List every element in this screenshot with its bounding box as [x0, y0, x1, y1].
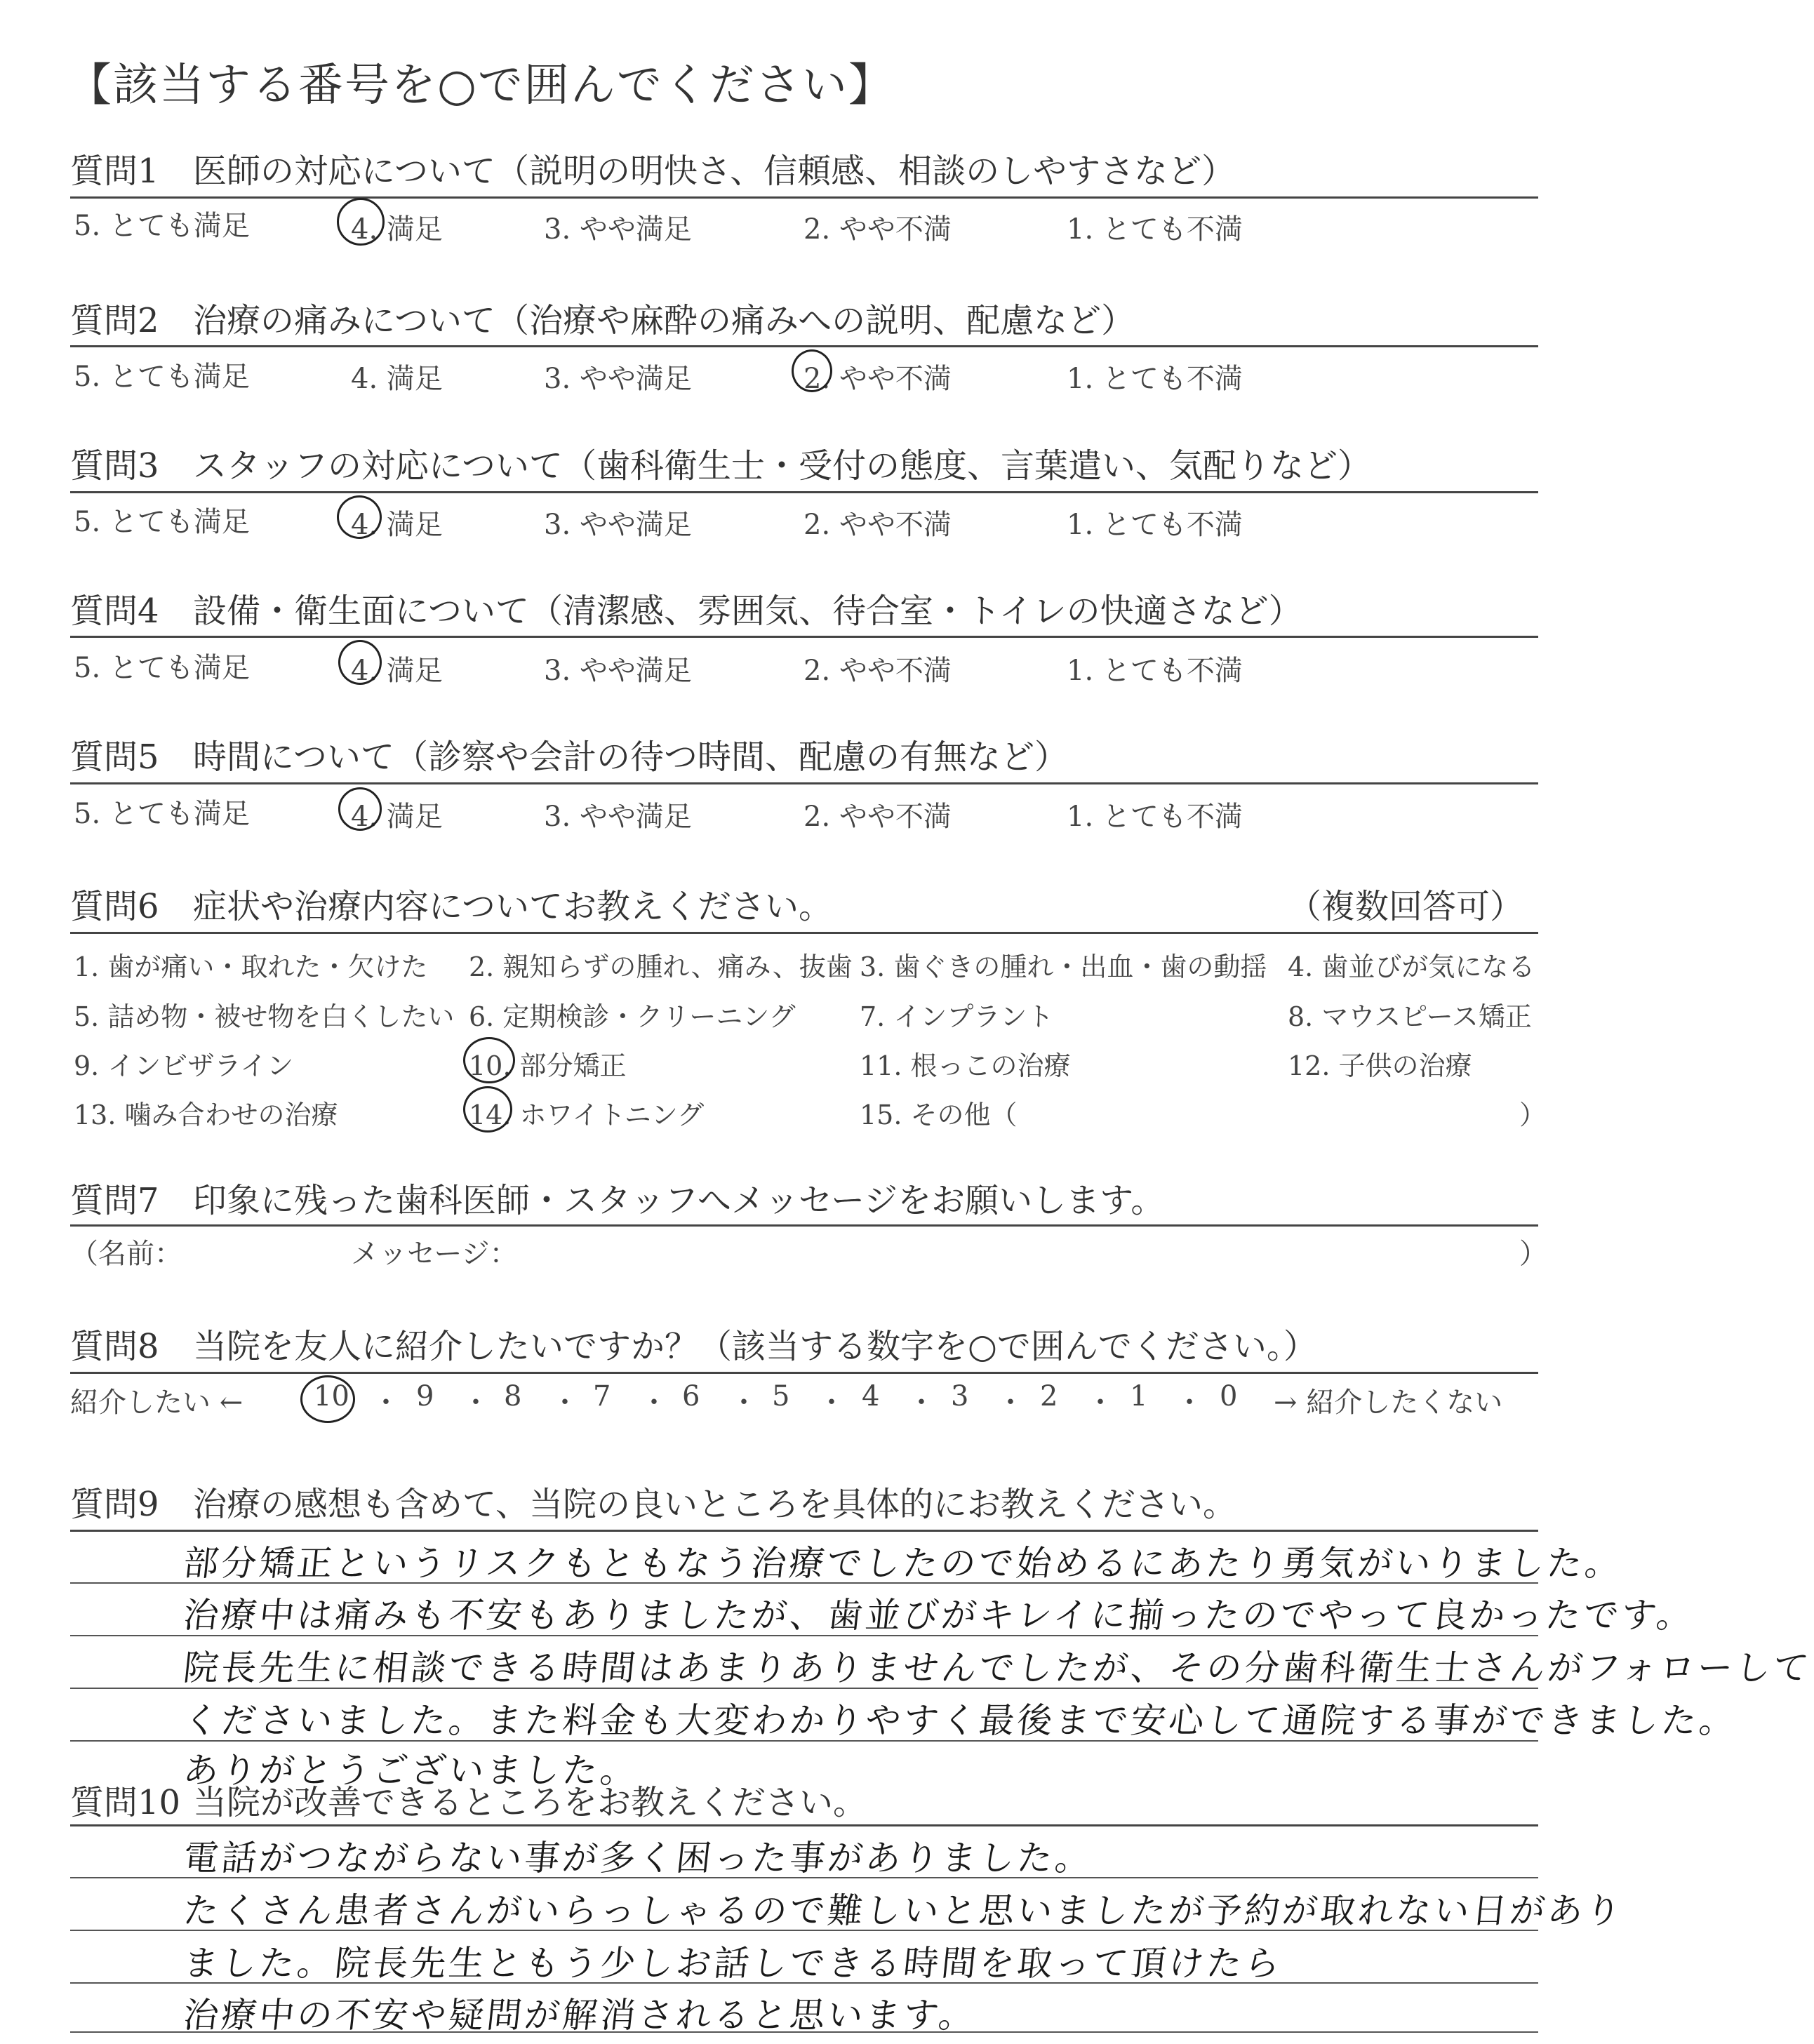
question-1-title: [70, 144, 1235, 192]
question-7-title: [70, 1173, 1164, 1222]
q8-scale-2[interactable]: 2: [1040, 1380, 1058, 1412]
question-6-text: 症状や治療内容についてお教えください。: [193, 887, 833, 926]
q8-scale-sep: ・: [907, 1387, 935, 1419]
q8-scale-4[interactable]: 4: [862, 1380, 880, 1412]
q8-scale-8[interactable]: 8: [504, 1380, 522, 1412]
q10-answer-line: たくさん患者さんがいらっしゃるので難しいと思いましたが予約が取れない日があり: [181, 1890, 1626, 1931]
question-1-rule: [70, 196, 1538, 199]
question-10-text: 当院が改善できるところをお教えください。: [193, 1783, 867, 1822]
question-8-text: 当院を友人に紹介したいですか？（該当する数字を○で囲んでください。）: [193, 1327, 1317, 1366]
question-8-rule: [70, 1372, 1538, 1374]
q8-scale-1[interactable]: 1: [1130, 1380, 1148, 1412]
q6-option-9[interactable]: 9. インビザライン: [74, 1050, 294, 1081]
q1-choice-4[interactable]: 4. 満足: [351, 213, 443, 246]
q6-option-4[interactable]: 4. 歯並びが気になる: [1288, 951, 1535, 982]
q10-answer-line: 電話がつながらない事が多く困った事がありました。: [181, 1838, 1095, 1878]
q9-answer-line: くださいました。また料金も大変わかりやすく最後まで安心して通院する事ができました。: [181, 1700, 1740, 1741]
q8-scale-sep: ・: [730, 1387, 758, 1419]
q4-choice-5[interactable]: 5. とても満足: [74, 652, 250, 684]
q6-option-10[interactable]: 10. 部分矯正: [469, 1050, 627, 1081]
question-9-title: [70, 1477, 1236, 1525]
q1-choice-5[interactable]: 5. とても満足: [74, 210, 250, 242]
q8-scale-sep: ・: [551, 1387, 579, 1419]
q4-choice-1[interactable]: 1. とても不満: [1067, 655, 1243, 687]
q9-answer-line: 部分矯正というリスクもともなう治療でしたので始めるにあたり勇気がいりました。: [181, 1543, 1625, 1584]
q2-selected-circle: [792, 349, 832, 392]
question-4-rule: [70, 636, 1538, 638]
question-7-text: 印象に残った歯科医師・スタッフへメッセージをお願いします。: [193, 1181, 1165, 1220]
q8-scale-6[interactable]: 6: [682, 1380, 700, 1412]
question-2-rule: [70, 345, 1538, 347]
question-6-rule: [70, 932, 1538, 934]
question-6-note: （複数回答可）: [1288, 887, 1524, 926]
q5-choice-2[interactable]: 2. やや不満: [803, 801, 952, 833]
question-3-title: [70, 439, 1371, 487]
question-2-number: 質問2: [70, 301, 159, 340]
q7-close-paren: ）: [1519, 1238, 1547, 1270]
q9-answer-line: 院長先生に相談できる時間はあまりありませんでしたが、その分歯科衛生士さんがフォローして: [181, 1648, 1814, 1688]
q1-choice-3[interactable]: 3. やや満足: [544, 213, 692, 246]
q1-choice-2[interactable]: 2. やや不満: [803, 213, 952, 246]
q8-scale-sep: ・: [462, 1387, 490, 1419]
q8-scale-5[interactable]: 5: [772, 1380, 790, 1412]
q6-option-3[interactable]: 3. 歯ぐきの腫れ・出血・歯の動揺: [860, 951, 1267, 982]
q3-choice-5[interactable]: 5. とても満足: [74, 506, 250, 538]
question-5-rule: [70, 782, 1538, 784]
q6-option-1[interactable]: 1. 歯が痛い・取れた・欠けた: [74, 951, 428, 982]
q8-right-label: → 紹介したくない: [1274, 1387, 1503, 1419]
question-7-number: 質問7: [70, 1181, 159, 1220]
q6-selected-14-circle: [463, 1086, 512, 1133]
q6-option-15[interactable]: 15. その他（: [860, 1100, 1018, 1130]
q8-scale-9[interactable]: 9: [416, 1380, 434, 1412]
q8-scale-0[interactable]: 0: [1220, 1380, 1238, 1412]
q6-option-12[interactable]: 12. 子供の治療: [1288, 1050, 1472, 1081]
q7-name-label: （名前：: [70, 1238, 182, 1270]
q6-option-8[interactable]: 8. マウスピース矯正: [1288, 1001, 1532, 1032]
q4-choice-2[interactable]: 2. やや不満: [803, 655, 952, 687]
q2-choice-5[interactable]: 5. とても満足: [74, 361, 250, 393]
q5-selected-circle: [338, 787, 382, 831]
question-2-text: 治療の痛みについて（治療や麻酔の痛みへの説明、配慮など）: [193, 301, 1135, 340]
question-5-number: 質問5: [70, 737, 159, 777]
q10-answer-line: 治療中の不安や疑問が解消されると思います。: [181, 1995, 979, 2036]
question-4-title: [70, 584, 1302, 632]
q8-scale-sep: ・: [640, 1387, 668, 1419]
q4-choice-4[interactable]: 4. 満足: [351, 655, 443, 687]
question-4-text: 設備・衛生面について（清潔感、雰囲気、待合室・トイレの快適さなど）: [193, 592, 1302, 631]
q6-option-11[interactable]: 11. 根っこの治療: [860, 1050, 1071, 1081]
question-3-number: 質問3: [70, 446, 159, 486]
question-4-number: 質問4: [70, 592, 159, 631]
q8-scale-7[interactable]: 7: [593, 1380, 611, 1412]
q6-option-13[interactable]: 13. 噛み合わせの治療: [74, 1100, 338, 1130]
q1-choice-1[interactable]: 1. とても不満: [1067, 213, 1243, 246]
question-6-title: [70, 879, 832, 928]
q8-scale-3[interactable]: 3: [951, 1380, 969, 1412]
q9-answer-line: 治療中は痛みも不安もありましたが、歯並びがキレイに揃ったのでやって良かったです。: [181, 1595, 1697, 1636]
q8-scale-sep: ・: [1175, 1387, 1203, 1419]
q8-scale-sep: ・: [372, 1387, 400, 1419]
question-9-number: 質問9: [70, 1485, 159, 1524]
q3-choice-4[interactable]: 4. 満足: [351, 509, 443, 541]
q7-message-label: メッセージ：: [351, 1238, 518, 1270]
q9-answer-line: ありがとうございました。: [181, 1750, 641, 1791]
question-3-text: スタッフの対応について（歯科衛生士・受付の態度、言葉遣い、気配りなど）: [193, 446, 1372, 486]
question-8-number: 質問8: [70, 1327, 159, 1366]
q8-scale-sep: ・: [1086, 1387, 1114, 1419]
q6-selected-10-circle: [463, 1037, 515, 1083]
q10-answer-line: ました。院長先生ともう少しお話しできる時間を取って頂けたら: [181, 1943, 1285, 1984]
question-10-rule: [70, 1824, 1538, 1826]
q3-choice-3[interactable]: 3. やや満足: [544, 509, 692, 541]
q6-option-14[interactable]: 14. ホワイトニング: [469, 1100, 705, 1130]
q6-option-7[interactable]: 7. インプラント: [860, 1001, 1054, 1032]
q8-scale-10[interactable]: 10: [314, 1380, 349, 1412]
question-9-rule: [70, 1530, 1538, 1532]
q8-left-label: 紹介したい ←: [70, 1387, 244, 1419]
q2-choice-3[interactable]: 3. やや満足: [544, 363, 692, 395]
survey-header: 【該当する番号を○で囲んでください】: [67, 60, 895, 112]
question-5-text: 時間について（診察や会計の待つ時間、配慮の有無など）: [193, 737, 1069, 777]
q5-choice-3[interactable]: 3. やや満足: [544, 801, 692, 833]
question-1-text: 医師の対応について（説明の明快さ、信頼感、相談のしやすさなど）: [193, 152, 1236, 191]
q2-choice-2[interactable]: 2. やや不満: [803, 363, 952, 395]
q1-selected-circle: [337, 198, 385, 246]
q8-scale-sep: ・: [818, 1387, 846, 1419]
question-2-title: [70, 293, 1135, 342]
q6-option-6[interactable]: 6. 定期検診・クリーニング: [469, 1001, 796, 1032]
q2-choice-4[interactable]: 4. 満足: [351, 363, 443, 395]
q4-choice-3[interactable]: 3. やや満足: [544, 655, 692, 687]
q5-choice-5[interactable]: 5. とても満足: [74, 798, 250, 830]
question-10-title: [70, 1775, 867, 1824]
q4-selected-circle: [338, 640, 382, 685]
question-9-text: 治療の感想も含めて、当院の良いところを具体的にお教えください。: [193, 1485, 1237, 1524]
q3-selected-circle: [337, 495, 382, 539]
question-5-title: [70, 730, 1068, 778]
question-3-rule: [70, 491, 1538, 493]
question-8-title: [70, 1319, 1317, 1368]
q6-option-5[interactable]: 5. 詰め物・被せ物を白くしたい: [74, 1001, 455, 1032]
q5-choice-1[interactable]: 1. とても不満: [1067, 801, 1243, 833]
q6-option-2[interactable]: 2. 親知らずの腫れ、痛み、抜歯: [469, 951, 853, 982]
question-7-rule: [70, 1224, 1538, 1227]
q6-option-15-close: ）: [1519, 1100, 1547, 1130]
question-1-number: 質問1: [70, 152, 159, 191]
q8-selected-circle: [300, 1375, 355, 1423]
q3-choice-2[interactable]: 2. やや不満: [803, 509, 952, 541]
question-10-number: 質問10: [70, 1783, 181, 1822]
question-6-number: 質問6: [70, 887, 159, 926]
q2-choice-1[interactable]: 1. とても不満: [1067, 363, 1243, 395]
q3-choice-1[interactable]: 1. とても不満: [1067, 509, 1243, 541]
q8-scale-sep: ・: [996, 1387, 1025, 1419]
q5-choice-4[interactable]: 4. 満足: [351, 801, 443, 833]
